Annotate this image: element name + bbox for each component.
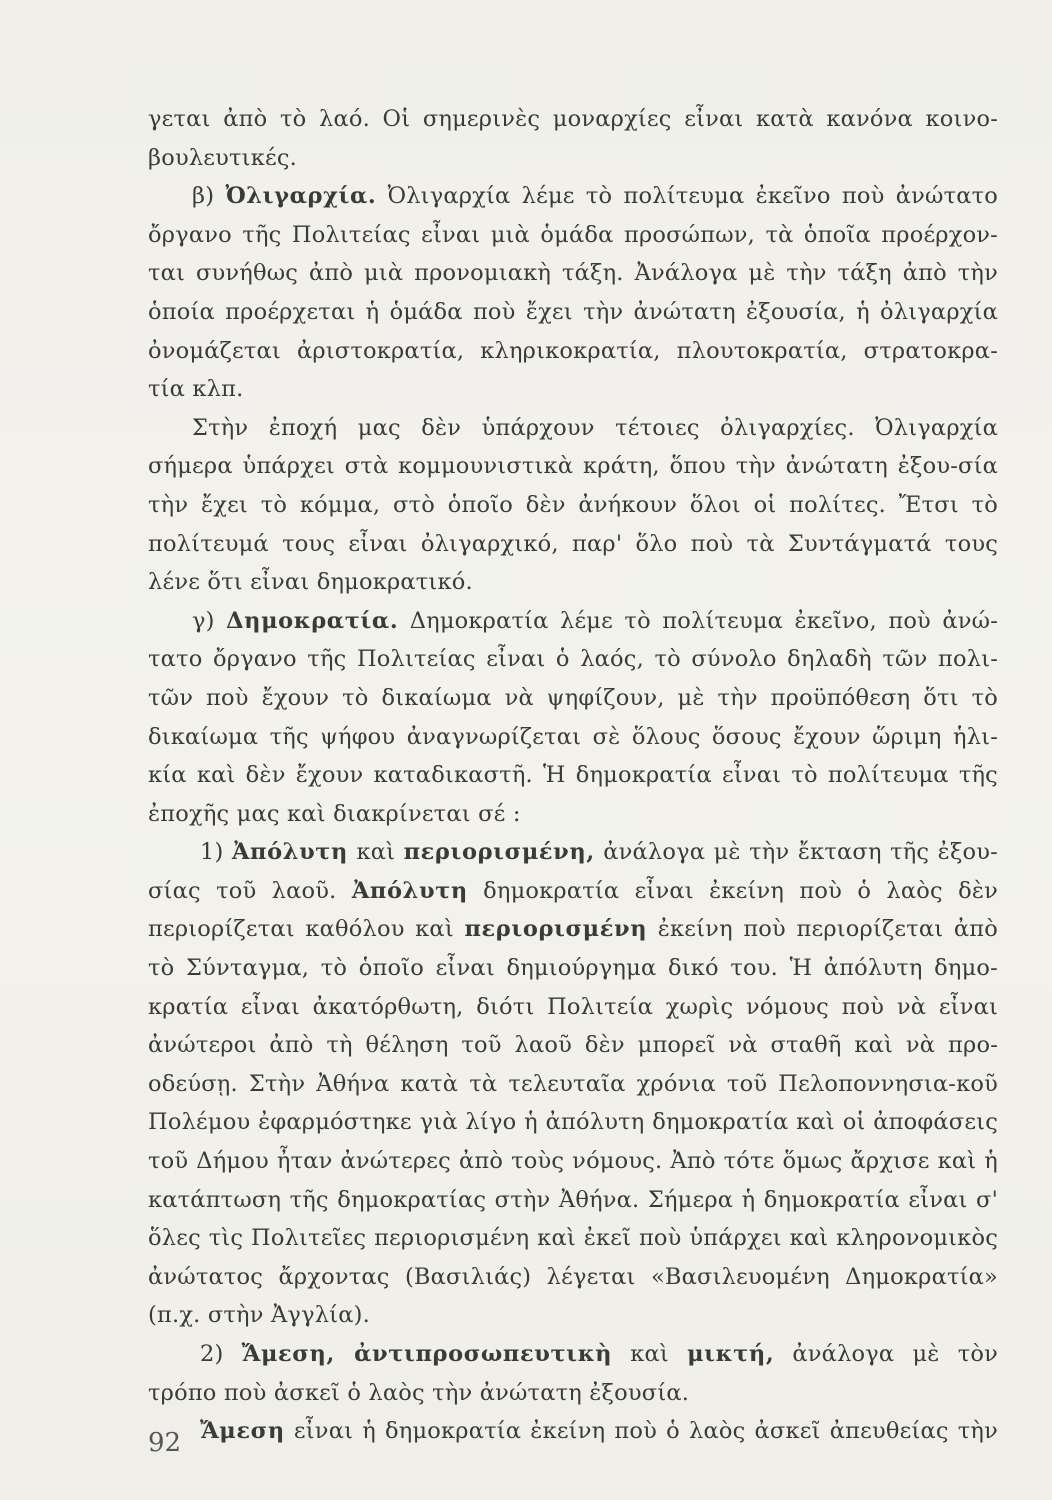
bold-term: Ἀπόλυτη — [351, 877, 468, 904]
paragraph-absolute-limited — [148, 833, 998, 1335]
text-run: Ὀλιγαρχία λέμε τὸ πολίτευμα ἐκεῖνο ποὺ ἀνώτατο ὄργανο τῆς Πολιτείας εἶναι μιὰ ὁμάδα προσώπων, τὰ ὁποῖα προέρχον-ται συνήθως ἀπὸ μιὰ προνομιακὴ τάξη. Ἀνάλογα μὲ τὴν τάξη ἀπὸ τὴν ὁποία προέρχεται ἡ ὁμάδα ποὺ ἔχει τὴν ἀνώτατη ἐξουσία, ἡ ὀλιγαρχία ὀνομάζεται ἀριστοκρατία, κληρικοκρατία, πλουτοκρατία, στρατοκρα-τία κλπ. — [148, 183, 998, 403]
body-text — [148, 100, 998, 1451]
text-run: ἀνάλογα μὲ τὸν τρόπο ποὺ ἀσκεῖ ὁ λαὸς τὴν ἀνώτατη ἐξουσία. — [148, 1341, 998, 1406]
text-run: 1) — [200, 839, 232, 866]
paragraph-direct-representative — [148, 1335, 998, 1412]
bold-term: Δημοκρατία. — [226, 607, 399, 634]
text-run: Στὴν ἐποχή μας δὲν ὑπάρχουν τέτοιες ὀλιγαρχίες. Ὀλιγαρχία σήμερα ὑπάρχει στὰ κομμουνιστικὰ κράτη, ὅπου τὴν ἀνώτατη ἐξου-σία τὴν ἔχει τὸ κόμμα, στὸ ὁποῖο δὲν ἀνήκουν ὅλοι οἱ πολίτες. Ἔτσι τὸ πολίτευμά τους εἶναι ὀλιγαρχικό, παρ' ὅλο ποὺ τὰ Συντάγματά τους λένε ὅτι εἶναι δημοκρατικό. — [148, 414, 998, 596]
bold-term: Ἄμεση, ἀντιπροσωπευτικὴ — [241, 1341, 613, 1367]
text-run: β) — [192, 183, 226, 210]
paragraph-oligarchy-today — [148, 409, 998, 602]
paragraph-democracy — [148, 602, 998, 834]
text-run: δημοκρατία εἶναι ἐκείνη ποὺ ὁ λαὸς δὲν περιορίζεται καθόλου καὶ — [148, 877, 998, 943]
bold-term: μικτή, — [687, 1341, 775, 1367]
bold-term: περιορισμένη, — [403, 839, 595, 866]
bold-term: περιορισμένη — [464, 916, 648, 943]
text-run: εἶναι ἡ δημοκρατία ἐκείνη ποὺ ὁ λαὸς ἀσκεῖ ἀπευθείας τὴν — [284, 1418, 998, 1445]
text-run: 2) — [200, 1341, 242, 1367]
paragraph-oligarchy — [148, 177, 998, 409]
text-run: καὶ — [347, 839, 404, 866]
bold-term: Ἄμεση — [200, 1418, 285, 1445]
bold-term: Ἀπόλυτη — [231, 839, 348, 866]
text-run: γ) — [192, 607, 227, 634]
text-run: ἀνάλογα μὲ τὴν ἔκταση τῆς ἐξου-σίας τοῦ λαοῦ. — [148, 839, 998, 904]
text-run: Δημοκρατία λέμε τὸ πολίτευμα ἐκεῖνο, ποὺ ἀνώ-τατο ὄργανο τῆς Πολιτείας εἶναι ὁ λαός, τὸ σύνολο δηλαδὴ τῶν πολι-τῶν ποὺ ἔχουν τὸ δικαίωμα νὰ ψηφίζουν, μὲ τὴν προϋπόθεση ὅτι τὸ δικαίωμα τῆς ψήφου ἀναγνωρίζεται σὲ ὅλους ὅσους ἔχουν ὥριμη ἡλι-κία καὶ δὲν ἔχουν καταδικαστῆ. Ἡ δημοκρατία εἶναι τὸ πολίτευμα τῆς ἐποχῆς μας καὶ διακρίνεται σέ : — [148, 607, 998, 827]
bold-term: Ὀλιγαρχία. — [225, 183, 377, 210]
paragraph-direct-definition — [148, 1412, 998, 1451]
paragraph-continuation — [148, 100, 998, 177]
page-number: 92 — [148, 1428, 182, 1458]
text-run: γεται ἀπὸ τὸ λαό. Οἱ σημερινὲς μοναρχίες εἶναι κατὰ κανόνα κοινο-βουλευτικές. — [148, 106, 998, 171]
text-run: ἐκείνη ποὺ περιορίζεται ἀπὸ τὸ Σύνταγμα, τὸ ὁποῖο εἶναι δημιούργημα δικό του. Ἡ ἀπόλυτη δημο-κρατία εἶναι ἀκατόρθωτη, διότι Πολιτεία χωρὶς νόμους ποὺ νὰ εἶναι ἀνώτεροι ἀπὸ τὴ θέληση τοῦ λαοῦ δὲν μπορεῖ νὰ σταθῆ καὶ νὰ προ-οδεύσῃ. Στὴν Ἀθήνα κατὰ τὰ τελευταῖα χρόνια τοῦ Πελοποννησια-κοῦ Πολέμου ἐφαρμόστηκε γιὰ λίγο ἡ ἀπόλυτη δημοκρατία καὶ οἱ ἀποφάσεις τοῦ Δήμου ἦταν ἀνώτερες ἀπὸ τοὺς νόμους. Ἀπὸ τότε ὅμως ἄρχισε καὶ ἡ κατάπτωση τῆς δημοκρατίας στὴν Ἀθήνα. Σήμερα ἡ δημοκρατία εἶναι σ' ὅλες τὶς Πολιτεῖες περιορισμένη καὶ ἐκεῖ ποὺ ὑπάρχει καὶ κληρονομικὸς ἀνώτατος ἄρχοντας (Βασιλιάς) λέγεται «Βασιλευομένη Δημοκρατία» (π.χ. στὴν Ἀγγλία). — [148, 916, 998, 1329]
text-run: καὶ — [612, 1341, 688, 1367]
